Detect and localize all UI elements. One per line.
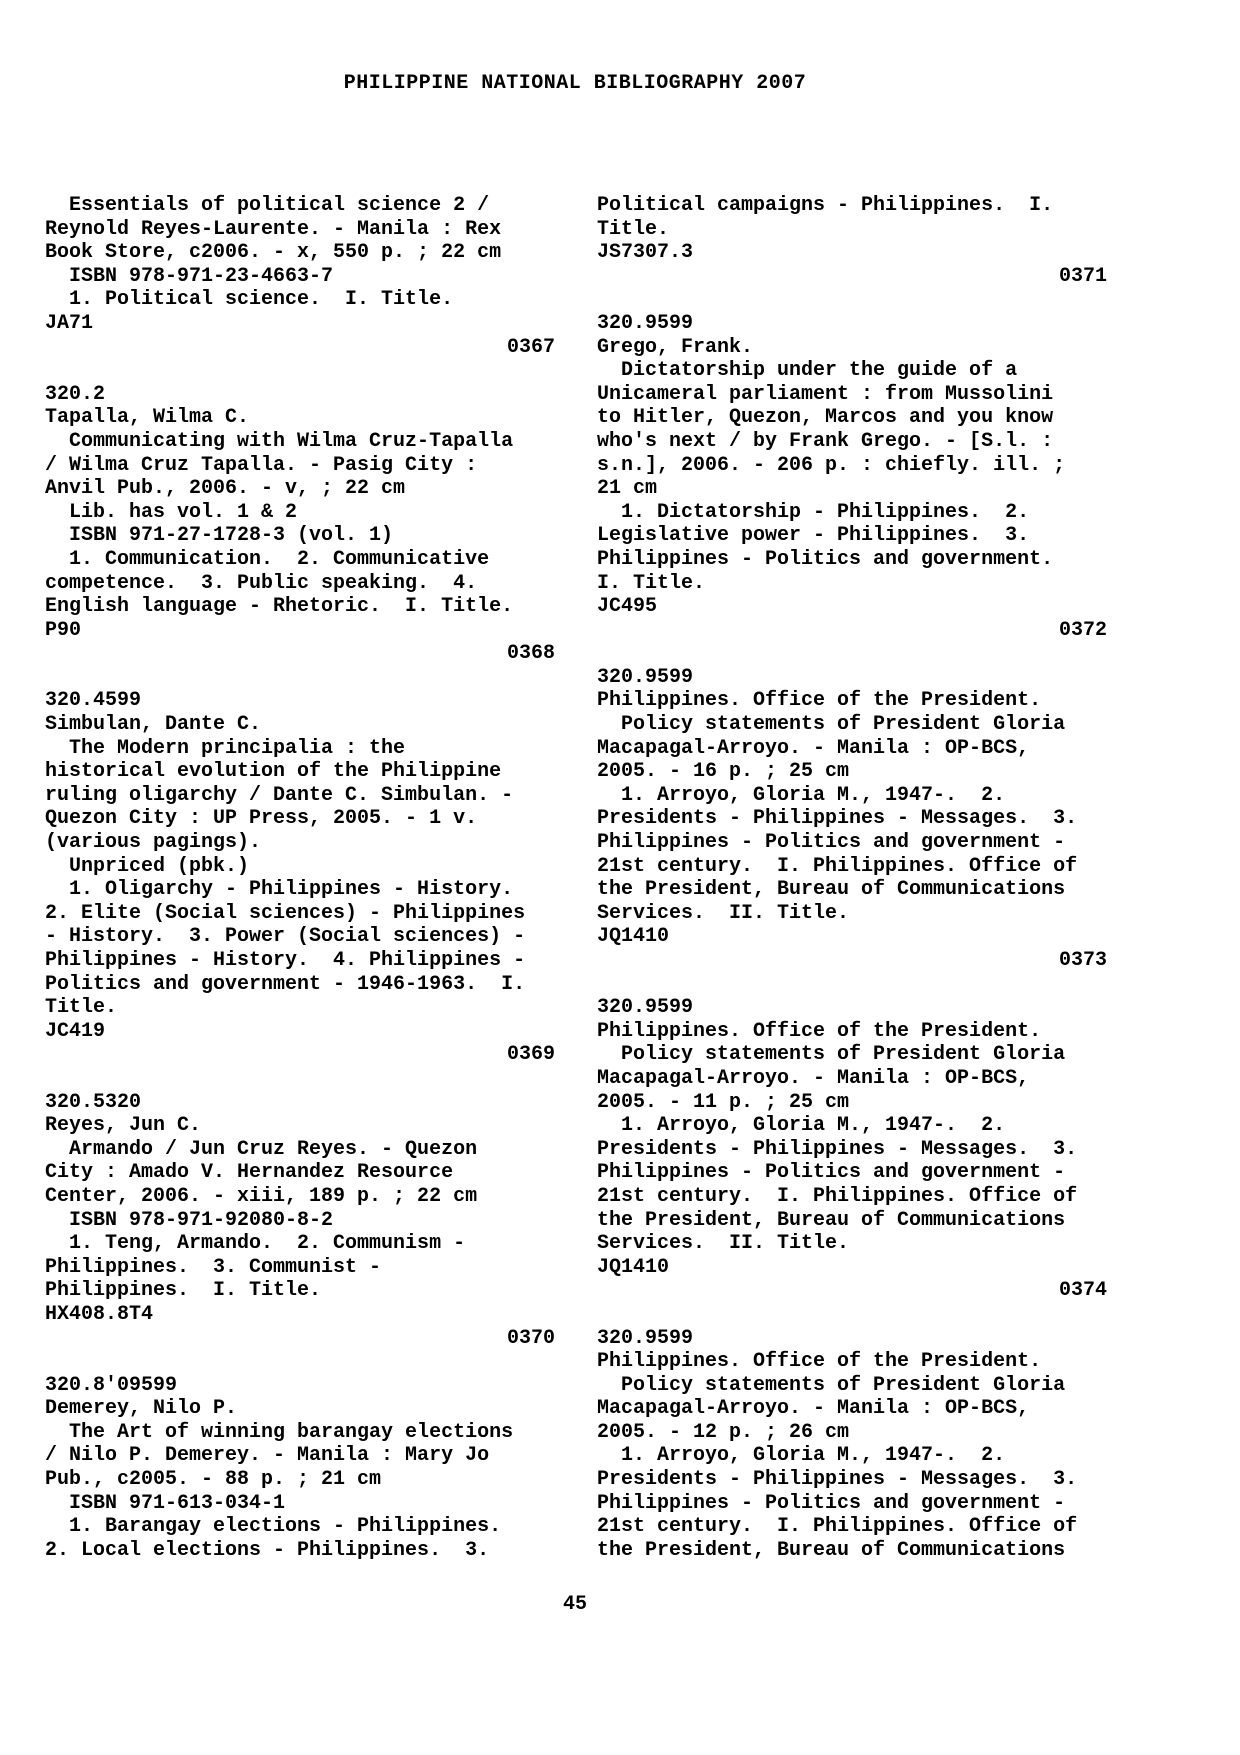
entry-line: Macapagal-Arroyo. - Manila : OP-BCS, [597,1397,1030,1421]
entry-line: 320.2 [45,382,106,406]
entry-line: Philippines - Politics and government - [597,831,1066,855]
entry-line: Lib. has vol. 1 & 2 [45,500,298,524]
entry-line: Services. II. Title. [597,1232,850,1256]
entry-line: 1. Political science. I. Title. [45,288,454,312]
entry-line: competence. 3. Public speaking. 4. [45,571,478,595]
entry-line: Policy statements of President Gloria [597,1373,1066,1397]
entry-line: 1. Teng, Armando. 2. Communism - [45,1232,466,1256]
entry-line: 1. Oligarchy - Philippines - History. [45,878,514,902]
blank-line [597,1303,1107,1327]
entry-line: P90 [45,618,82,642]
entry-line: Presidents - Philippines - Messages. 3. [597,1468,1078,1492]
entry-line: Communicating with Wilma Cruz-Tapalla [45,429,514,453]
entry-line: The Modern principalia : the [45,736,406,760]
entry-line: ISBN 978-971-23-4663-7 [45,264,334,288]
entry-line: Reyes, Jun C. [45,1114,202,1138]
entry-line: / Wilma Cruz Tapalla. - Pasig City : [45,453,478,477]
entry-line: 2. Elite (Social sciences) - Philippines [45,901,526,925]
entry-line: Presidents - Philippines - Messages. 3. [597,1137,1078,1161]
entry-line: Policy statements of President Gloria [597,713,1066,737]
entry-line: JC495 [597,595,658,619]
entry-line: Politics and government - 1946-1963. I. [45,972,526,996]
entry-line: Philippines. 3. Communist - [45,1255,382,1279]
entry-line: historical evolution of the Philippine [45,760,502,784]
entry-line: English language - Rhetoric. I. Title. [45,595,514,619]
right-column [597,194,1107,1562]
left-column [45,194,555,1562]
entry-line: Anvil Pub., 2006. - v, ; 22 cm [45,477,406,501]
entry-line: Demerey, Nilo P. [45,1397,238,1421]
entry-line: 320.9599 [597,1326,694,1350]
entry-line: 1. Arroyo, Gloria M., 1947-. 2. [597,783,1006,807]
entry-line: 21st century. I. Philippines. Office of [597,1515,1078,1539]
entry-line: Book Store, c2006. - x, 550 p. ; 22 cm [45,241,502,265]
entry-line: Philippines - Politics and government. [597,547,1054,571]
entry-line: ISBN 971-613-034-1 [45,1491,286,1515]
entry-line: 320.5320 [45,1090,142,1114]
entry-number: 0370 [506,1326,555,1350]
entry-line: Pub., c2005. - 88 p. ; 21 cm [45,1468,382,1492]
blank-line [45,1067,555,1091]
entry-line: 21 cm [597,477,658,501]
entry-line: ISBN 978-971-92080-8-2 [45,1208,334,1232]
entry-line: 2. Local elections - Philippines. 3. [45,1538,490,1562]
entry-number: 0367 [506,335,555,359]
entry-line: ISBN 971-27-1728-3 (vol. 1) [45,524,394,548]
entry-line: 320.9599 [597,665,694,689]
entry-line: JA71 [45,311,94,335]
entry-line: 2005. - 16 p. ; 25 cm [597,760,850,784]
entry-line: Quezon City : UP Press, 2005. - 1 v. [45,807,478,831]
entry-line: s.n.], 2006. - 206 p. : chiefly. ill. ; [597,453,1066,477]
entry-line: the President, Bureau of Communications [597,1538,1066,1562]
entry-line: 2005. - 12 p. ; 26 cm [597,1420,850,1444]
entry-line: 1. Arroyo, Gloria M., 1947-. 2. [597,1114,1006,1138]
entry-line: 320.4599 [45,689,142,713]
entry-line: Title. [45,996,118,1020]
entry-line: ruling oligarchy / Dante C. Simbulan. - [45,783,514,807]
entry-number: 0368 [506,642,555,666]
entry-line: Philippines. Office of the President. [597,1350,1042,1374]
entry-line: Dictatorship under the guide of a [597,359,1018,383]
entry-line: Legislative power - Philippines. 3. [597,524,1030,548]
entry-line: 320.9599 [597,311,694,335]
entry-line: Philippines - Politics and government - [597,1161,1066,1185]
entry-line: Armando / Jun Cruz Reyes. - Quezon [45,1137,478,1161]
entry-line: Policy statements of President Gloria [597,1043,1066,1067]
entry-line: The Art of winning barangay elections [45,1420,514,1444]
entry-line: Reynold Reyes-Laurente. - Manila : Rex [45,217,502,241]
entry-line: 1. Dictatorship - Philippines. 2. [597,500,1030,524]
entry-line: 1. Arroyo, Gloria M., 1947-. 2. [597,1444,1006,1468]
entry-line: Philippines - Politics and government - [597,1491,1066,1515]
entry-number: 0373 [1058,949,1107,972]
entry-line: JS7307.3 [597,241,694,265]
entry-line: - History. 3. Power (Social sciences) - [45,925,526,949]
entry-line: Philippines. Office of the President. [597,689,1042,713]
blank-line [45,666,555,690]
page-header-title: PHILIPPINE NATIONAL BIBLIOGRAPHY 2007 [343,72,807,95]
blank-line [45,359,555,383]
entry-line: 320.8'09599 [45,1373,178,1397]
entry-line: (various pagings). [45,831,262,855]
blank-line [597,642,1107,666]
entry-line: Philippines. I. Title. [45,1279,322,1303]
entry-line: Macapagal-Arroyo. - Manila : OP-BCS, [597,736,1030,760]
entry-line: JQ1410 [597,925,670,949]
blank-line [597,288,1107,312]
entry-line: I. Title. [597,571,706,595]
entry-line: the President, Bureau of Communications [597,878,1066,902]
entry-line: Center, 2006. - xiii, 189 p. ; 22 cm [45,1184,478,1208]
entry-line: 21st century. I. Philippines. Office of [597,854,1078,878]
blank-line [597,973,1107,997]
entry-line: 1. Barangay elections - Philippines. [45,1515,502,1539]
entry-number: 0369 [506,1043,555,1067]
entry-line: / Nilo P. Demerey. - Manila : Mary Jo [45,1444,490,1468]
entry-line: Title. [597,217,670,241]
entry-line: Grego, Frank. [597,335,754,359]
entry-line: Essentials of political science 2 / [45,194,490,217]
entry-line: JQ1410 [597,1255,670,1279]
entry-line: 1. Communication. 2. Communicative [45,547,490,571]
entry-line: Unicameral parliament : from Mussolini [597,382,1054,406]
entry-number: 0374 [1058,1279,1107,1303]
entry-line: 2005. - 11 p. ; 25 cm [597,1090,850,1114]
entry-line: Philippines. Office of the President. [597,1019,1042,1043]
entry-line: Simbulan, Dante C. [45,713,262,737]
entry-line: who's next / by Frank Grego. - [S.l. : [597,429,1054,453]
entry-number: 0372 [1058,618,1107,642]
entry-line: Philippines - History. 4. Philippines - [45,949,526,972]
page-number: 45 [562,1593,587,1616]
entry-line: Tapalla, Wilma C. [45,406,250,430]
entry-line: Presidents - Philippines - Messages. 3. [597,807,1078,831]
entry-line: Services. II. Title. [597,901,850,925]
blank-line [45,1350,555,1374]
entry-line: Political campaigns - Philippines. I. [597,194,1054,217]
entry-line: HX408.8T4 [45,1302,154,1326]
entry-line: 21st century. I. Philippines. Office of [597,1184,1078,1208]
entry-line: 320.9599 [597,996,694,1020]
entry-line: City : Amado V. Hernandez Resource [45,1161,454,1185]
entry-line: JC419 [45,1019,106,1043]
entry-line: to Hitler, Quezon, Marcos and you know [597,406,1054,430]
entry-line: the President, Bureau of Communications [597,1208,1066,1232]
entry-number: 0371 [1058,264,1107,288]
entry-line: Macapagal-Arroyo. - Manila : OP-BCS, [597,1066,1030,1090]
entry-line: Unpriced (pbk.) [45,854,250,878]
